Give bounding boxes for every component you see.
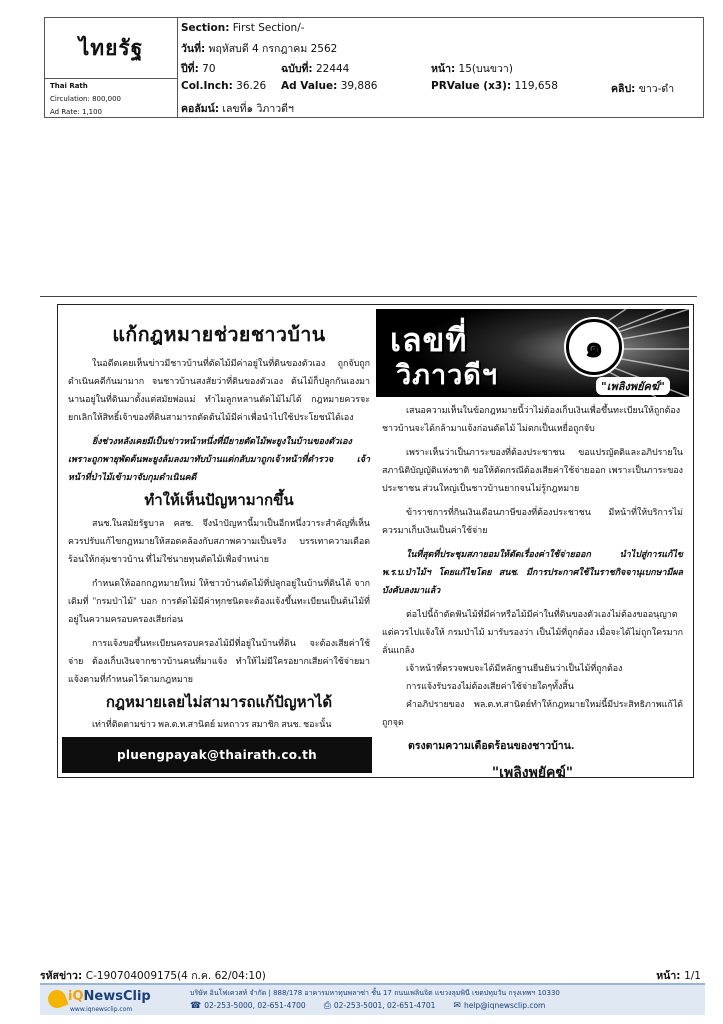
article-paragraph: ในอดีตเคยเห็นข่าวมีชาวบ้านที่ตัดไม้มีค่าอยู่ในที่ดินของตัวเอง ถูกจับถูกดำเนินคดีกันมามาก จนชาวบ้านสงสัยว่าที่ดินของตัวเอง ต้นไม้ก็ปลูกกันเองมานานอยู่ในที่ดินมาตั้งแต่สมัยพ่อแม่ ทำไมลูกหลานตัดไม้ไม่ได้ กฎหมายควรจะยกเลิกให้สิทธิ์เจ้าของที่ดินสามารถตัดต้นไม้มีค่าเพื่อนำไปใช้ประโยชน์ได้เอง: [68, 358, 370, 422]
banner-subtitle: วิภาวดีฯ: [396, 360, 498, 391]
prvalue-row: [431, 80, 558, 92]
contact-phone: [190, 1001, 306, 1011]
company-address: บริษัท อินโฟเควสท์ จำกัด | 888/178 อาคารมหาทุนพลาซ่า ชั้น 17 ถนนเพลินจิต แขวงลุมพินี เขตปทุมวัน กรุงเทพฯ 10330: [190, 989, 560, 997]
article-subheading-1: ทำให้เห็นปัญหามากขึ้น: [144, 491, 294, 509]
contact-email-address[interactable]: help@iqnewsclip.com: [463, 1001, 546, 1010]
logo-box: [45, 18, 177, 79]
news-id-label: รหัสข่าว:: [40, 970, 83, 982]
article-italic-paragraph: ในที่สุดที่ประชุมสภายอมให้ตัดเรื่องค่าใช้จ่ายออก นำไปสู่การแก้ไข พ.ร.บ.ป่าไม้ฯ โดยแก้ไขโดย สนช. มีการประกาศใช้ในราชกิจจานุเบกษามีผลบังคับลงมาแล้ว: [382, 549, 683, 595]
mail-icon: ✉: [453, 1001, 461, 1011]
article-paragraph: เสนอความเห็นในข้อกฎหมายนี้ว่าไม่ต้องเก็บเงินเพื่อขึ้นทะเบียนให้ถูกต้อง ชาวบ้านจะได้กล้ามาแจ้งก่อนตัดไม้ ไม่ตกเป็นเหยื่อถูกจับ: [382, 405, 681, 433]
issue-row: [281, 60, 349, 77]
page-value: 15(บนขวา): [458, 63, 513, 75]
iq-logo-text: [68, 989, 151, 1004]
column-value: เลขที่๑ วิภาวดีฯ: [222, 103, 294, 115]
contact-fax: [324, 1001, 436, 1011]
article-closing-line: ตรงตามความเดือดร้อนของชาวบ้าน.: [408, 740, 575, 752]
ad-rate: Ad Rate: 1,100: [50, 108, 103, 116]
date-value: พฤหัสบดี 4 กรกฎาคม 2562: [208, 43, 338, 55]
section-value: First Section/-: [232, 22, 305, 34]
article-frame: [57, 304, 694, 781]
column-banner: [376, 309, 689, 397]
thairath-logo: ไทยรัฐ: [78, 35, 144, 60]
clip-page-label: หน้า:: [656, 970, 681, 982]
colinch-value: 36.26: [236, 80, 267, 92]
article-headline: แก้กฎหมายช่วยชาวบ้าน: [112, 323, 326, 346]
publication-cell: [45, 18, 178, 117]
footer-bar: [40, 983, 705, 1015]
page-row: [431, 60, 513, 77]
phone-number: 02-253-5000, 02-651-4700: [204, 1001, 306, 1010]
article-paragraph: สนช.ในสมัยรัฐบาล คสช. จึงนำปัญหานี้มาเป็นอีกหนึ่งวาระสำคัญที่เห็นควรปรับแก้ไขกฎหมายให้สอดคล้องกับสภาพความเป็นจริง บรรเทาความเดือดร้อนให้กลุ่มชาวบ้าน ที่ไม่ใช่นายทุนตัดไม้เพื่อจำหน่าย: [68, 518, 370, 564]
column-row: [181, 100, 294, 117]
issue-value: 22444: [315, 63, 350, 75]
article-paragraph: เจ้าหน้าที่ตรวจพบจะได้มีหลักฐานยืนยันว่าเป็นไม้ที่ถูกต้อง: [406, 663, 623, 673]
article-subheading-2: กฎหมายเลยไม่สามารถแก้ปัญหาได้: [105, 693, 333, 711]
clip-value: ขาว-ดำ: [638, 83, 675, 95]
iq-url: www.iqnewsclip.com: [70, 1006, 133, 1013]
author-email-box: [62, 737, 372, 773]
article-paragraph: คำอภิปรายของ พล.ต.ท.สานิตย์ทำให้กฎหมายใหม่นี้มีประสิทธิภาพแก้ได้ถูกจุด: [382, 699, 683, 727]
article-paragraph: เพราะเห็นว่าเป็นภาระของที่ต้องประชาชน ขอแปรญัตติและอภิปรายในสภานิติบัญญัติแห่งชาติ ขอให้ตัดกรณีต้องเสียค่าใช้จ่ายออก เพราะเป็นภาระของประชาชน ส่วนใหญ่เป็นชาวบ้านยากจนไม่รู้กฎหมาย: [382, 447, 683, 493]
banner-number-badge: ๑: [566, 319, 622, 375]
section-label: Section:: [181, 22, 230, 34]
contact-row: [190, 1001, 545, 1011]
clip-header: [44, 17, 704, 118]
contact-email[interactable]: [453, 1001, 545, 1011]
colinch-label: Col.Inch:: [181, 80, 233, 92]
fax-number: 02-253-5001, 02-651-4701: [333, 1001, 436, 1010]
prvalue-label: PRValue (x3):: [431, 80, 512, 92]
page-label: หน้า:: [431, 63, 456, 75]
issue-label: ฉบับที่:: [281, 63, 313, 75]
year-value: 70: [202, 63, 216, 75]
section-row: [181, 22, 305, 34]
news-id-value: C-190704009175(4 ก.ค. 62/04:10): [85, 970, 266, 982]
advalue-label: Ad Value:: [281, 80, 338, 92]
clip-page-value: 1/1: [684, 970, 701, 982]
article-left-column: [62, 309, 376, 730]
fax-icon: ⎙: [323, 1001, 331, 1011]
date-row: [181, 40, 337, 57]
clip-row: [611, 80, 674, 97]
divider-rule: [40, 296, 697, 297]
iq-logo-icon: [45, 987, 68, 1010]
news-id: [40, 967, 266, 984]
article-paragraph: ข้าราชการที่กินเงินเดือนภาษีของที่ต้องประชาชน มีหน้าที่ให้บริการไม่ควรมาเก็บเงินเป็นค่าใช้จ่าย: [382, 507, 683, 535]
column-label: คอลัมน์:: [181, 103, 220, 115]
iqnewsclip-logo[interactable]: [48, 987, 156, 1015]
article-paragraph: การแจ้งขอขึ้นทะเบียนครอบครองไม้มีที่อยู่ในบ้านที่ดิน จะต้องเสียค่าใช้จ่าย ต้องเก็บเงินจากชาวบ้านคนที่มาแจ้ง ทำให้ไม่มีใครอยากเสียค่าใช้จ่ายมาแจ้งตามที่กำหนดไว้ตามกฎหมาย: [68, 638, 370, 684]
author-email: pluengpayak@thairath.co.th: [116, 748, 318, 762]
article-paragraph: การแจ้งรับรองไม่ต้องเสียค่าใช้จ่ายใดๆทั้งสิ้น: [406, 681, 574, 691]
advalue-row: [281, 80, 377, 92]
article-paragraph: ต่อไปนี้ถ้าตัดฟันไม้ที่มีค่าหรือไม้มีค่าในที่ดินของตัวเองไม่ต้องขออนุญาต แต่ควรไปแจ้งให้ กรมป่าไม้ มารับรองว่า เป็นไม้ที่ถูกต้อง เมื่อจะได้ไม่ถูกใครมากลั่นแกล้ง: [382, 609, 683, 655]
date-label: วันที่:: [181, 43, 206, 55]
publication-name: Thai Rath: [50, 82, 88, 90]
clip-label: คลิป:: [611, 83, 636, 95]
article-signature: "เพลิงพยัคฆ์": [491, 765, 574, 781]
advalue-value: 39,886: [340, 80, 378, 92]
colinch-row: [181, 80, 266, 92]
year-label: ปีที่:: [181, 63, 199, 75]
article-paragraph: กำหนดให้ออกกฎหมายใหม่ ให้ชาวบ้านตัดไม้ที่ปลูกอยู่ในบ้านที่ดินได้ จากเดิมที่ "กรมป่าไม้" บอก การตัดไม้มีค่าทุกชนิดจะต้องแจ้งขึ้นทะเบียนเป็นต้นไม้ที่อยู่ในความครอบครองเสียก่อน: [68, 578, 370, 624]
article-right-column: [376, 309, 689, 784]
phone-icon: ☎: [190, 1001, 202, 1011]
prvalue-value: 119,658: [514, 80, 558, 92]
iq-logo-text-rest: NewsClip: [83, 989, 151, 1004]
clip-page-number: [656, 967, 701, 984]
banner-author: "เพลิงพยัคฆ์": [596, 377, 670, 395]
year-row: [181, 60, 216, 77]
banner-title: เลขที่: [390, 321, 468, 359]
article-italic-paragraph: ยิ่งช่วงหลังเคยมีเป็นข่าวหน้าหนึ่งที่มียายตัดไม้พะยูงในบ้านของตัวเองเพราะถูกพายุพัดต้นพะยูงล้มลงมาทับบ้านแต่กลับมาถูกเจ้าหน้าที่ตำรวจ เจ้าหน้าที่ป่าไม้เข้ามาจับกุมดำเนินคดี: [68, 436, 370, 482]
iq-logo-text-iq: iQ: [68, 989, 84, 1004]
circulation: Circulation: 800,000: [50, 95, 122, 103]
article-paragraph: เท่าที่ติดตามข่าว พล.ต.ท.สานิตย์ มหถาวร สมาชิก สนช. ชอะนั้น: [92, 719, 332, 729]
